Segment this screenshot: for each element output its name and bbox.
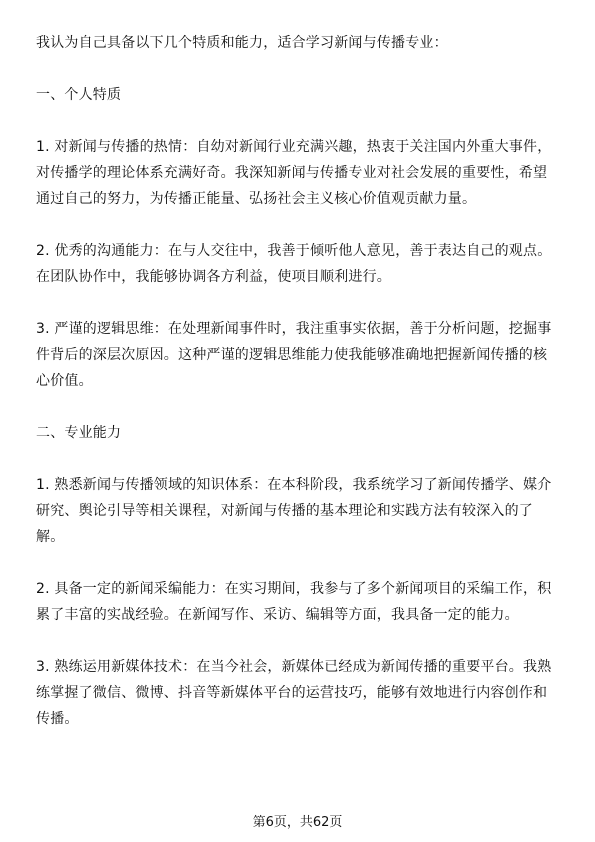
intro-paragraph: 我认为自己具备以下几个特质和能力，适合学习新闻与传播专业：	[36, 35, 448, 51]
page-number: 第6页，共62页	[252, 815, 343, 830]
spacer	[36, 290, 558, 316]
spacer	[36, 108, 558, 134]
spacer	[36, 212, 558, 238]
trait-item-logic: 3. 严谨的逻辑思维：在处理新闻事件时，我注重事实依据，善于分析问题，挖掘事件背后的深层次原因。这种严谨的逻辑思维能力使我能够准确地把握新闻传播的核心价值。	[36, 321, 552, 389]
spacer	[36, 56, 558, 82]
section-heading-personal-traits: 一、个人特质	[36, 87, 122, 103]
spacer	[36, 446, 558, 472]
section-heading-professional-abilities: 二、专业能力	[36, 425, 122, 441]
ability-item-knowledge: 1. 熟悉新闻与传播领域的知识体系：在本科阶段，我系统学习了新闻传播学、媒介研究、舆论引导等相关课程，对新闻与传播的基本理论和实践方法有较深入的了解。	[36, 477, 552, 545]
trait-item-passion: 1. 对新闻与传播的热情：自幼对新闻行业充满兴趣，热衷于关注国内外重大事件，对传播学的理论体系充满好奇。我深知新闻与传播专业对社会发展的重要性，希望通过自己的努力，为传播正能量、弘扬社会主义核心价值观贡献力量。	[36, 139, 552, 207]
ability-item-new-media: 3. 熟练运用新媒体技术：在当今社会，新媒体已经成为新闻传播的重要平台。我熟练掌握了微信、微博、抖音等新媒体平台的运营技巧，能够有效地进行内容创作和传播。	[36, 659, 552, 727]
trait-item-communication: 2. 优秀的沟通能力：在与人交往中，我善于倾听他人意见，善于表达自己的观点。在团队协作中，我能够协调各方利益，使项目顺利进行。	[36, 243, 552, 285]
document-body	[36, 30, 558, 732]
ability-item-editing: 2. 具备一定的新闻采编能力：在实习期间，我参与了多个新闻项目的采编工作，积累了丰富的实战经验。在新闻写作、采访、编辑等方面，我具备一定的能力。	[36, 581, 552, 623]
spacer	[36, 628, 558, 654]
spacer	[36, 394, 558, 420]
spacer	[36, 550, 558, 576]
